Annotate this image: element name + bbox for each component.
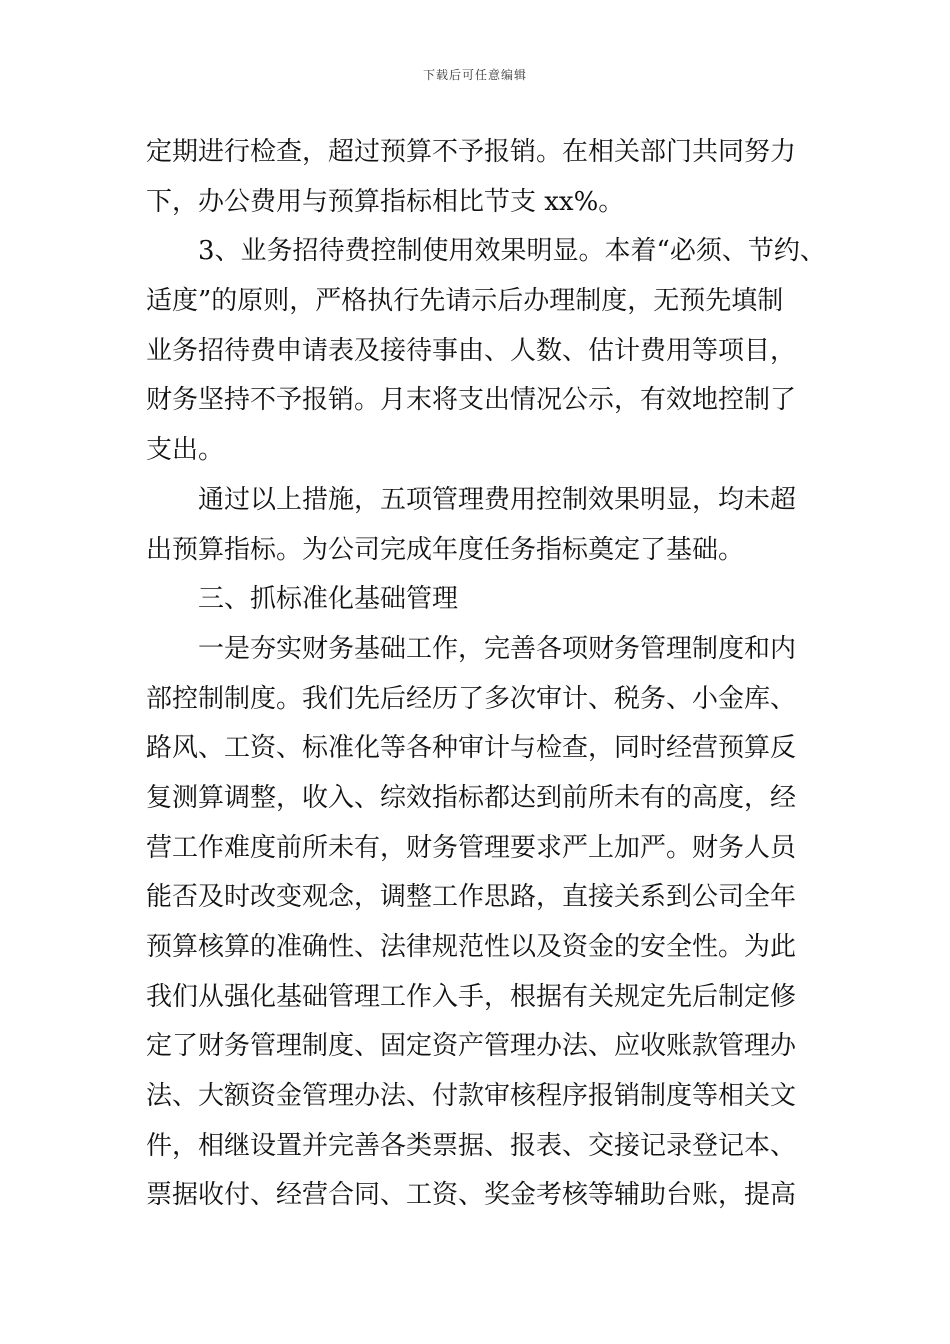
text-line: 业务招待费申请表及接待事由、人数、估计费用等项目， xyxy=(146,335,797,366)
paragraph-start-line: 一是夯实财务基础工作，完善各项财务管理制度和内 xyxy=(198,633,797,664)
text-line: 适度”的原则，严格执行先请示后办理制度，无预先填制 xyxy=(146,286,784,317)
text-line: 部控制制度。我们先后经历了多次审计、税务、小金库、 xyxy=(146,683,797,714)
text-line: 件，相继设置并完善各类票据、报表、交接记录登记本、 xyxy=(146,1130,797,1161)
text-line: 财务坚持不予报销。月末将支出情况公示，有效地控制了 xyxy=(146,385,797,416)
text-line: 支出。 xyxy=(146,435,225,466)
text-line: 营工作难度前所未有，财务管理要求严上加严。财务人员 xyxy=(146,832,797,863)
text-line: 下，办公费用与预算指标相比节支 xx%。 xyxy=(146,186,625,217)
text-line: 定了财务管理制度、固定资产管理办法、应收账款管理办 xyxy=(146,1031,797,1062)
section-heading: 三、抓标准化基础管理 xyxy=(198,584,459,615)
text-line: 法、大额资金管理办法、付款审核程序报销制度等相关文 xyxy=(146,1081,797,1112)
text-line: 定期进行检查，超过预算不予报销。在相关部门共同努力 xyxy=(146,137,797,167)
text-line: 票据收付、经营合同、工资、奖金考核等辅助台账，提高 xyxy=(146,1180,797,1211)
text-line: 出预算指标。为公司完成年度任务指标奠定了基础。 xyxy=(146,534,745,565)
text-line: 我们从强化基础管理工作入手，根据有关规定先后制定修 xyxy=(146,981,797,1012)
text-line: 复测算调整，收入、综效指标都达到前所未有的高度，经 xyxy=(146,782,797,813)
download-note: 下载后可任意编辑 xyxy=(422,68,527,82)
paragraph-start-line: 3、业务招待费控制使用效果明显。本着“必须、节约、 xyxy=(198,236,826,267)
text-line: 预算核算的准确性、法律规范性以及资金的安全性。为此 xyxy=(146,932,797,962)
paragraph-start-line: 通过以上措施，五项管理费用控制效果明显，均未超 xyxy=(198,484,797,515)
text-line: 路风、工资、标准化等各种审计与检查，同时经营预算反 xyxy=(146,733,797,764)
text-line: 能否及时改变观念，调整工作思路，直接关系到公司全年 xyxy=(146,882,797,913)
document-body xyxy=(146,128,826,1221)
